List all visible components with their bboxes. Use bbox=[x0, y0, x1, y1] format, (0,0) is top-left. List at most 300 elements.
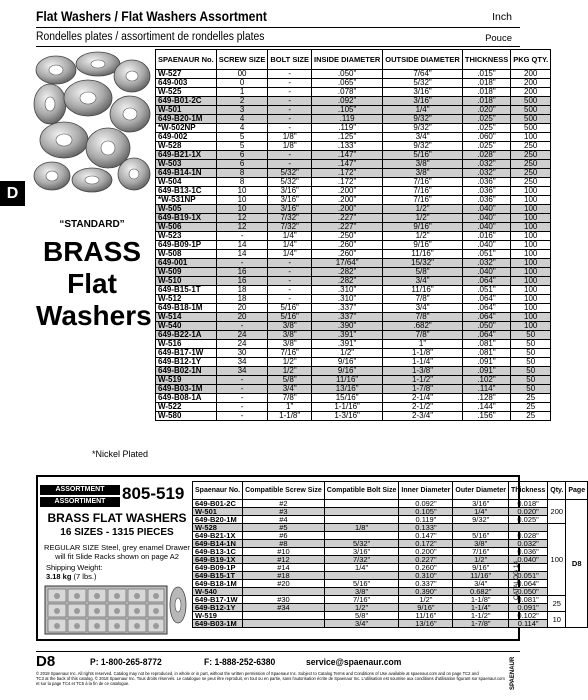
table-cell: 5/32" bbox=[324, 540, 399, 548]
table-cell: 8 bbox=[216, 169, 268, 178]
page-title-fr: Rondelles plates / assortiment de rondelles plates bbox=[36, 31, 265, 43]
table-cell: .200" bbox=[312, 196, 383, 205]
table-cell: 14 bbox=[216, 250, 268, 259]
col-header: Page bbox=[566, 482, 588, 500]
table-cell: #5 bbox=[243, 524, 325, 532]
table-cell: 1-3/16" bbox=[312, 412, 383, 421]
table-cell: 3/8" bbox=[268, 322, 312, 331]
footer-phone: P: 1-800-265-8772 bbox=[90, 657, 162, 668]
table-cell: .040" bbox=[462, 241, 510, 250]
section-tab: D bbox=[0, 181, 25, 206]
spaenaur-logo: SPAENAUR bbox=[510, 656, 516, 690]
table-cell: 0.337" bbox=[399, 580, 453, 588]
col-header: PKG QTY. bbox=[511, 50, 551, 70]
col-header: Compatible Screw Size bbox=[243, 482, 325, 500]
table-cell: 9/16" bbox=[383, 223, 463, 232]
table-cell: 649-B18-1M bbox=[156, 304, 217, 313]
assortment-kit-photo bbox=[44, 585, 168, 635]
page-header bbox=[36, 8, 520, 28]
table-cell: 7/16" bbox=[383, 187, 463, 196]
assortment-label-en: ASSORTMENT bbox=[40, 485, 120, 495]
table-cell: 12 bbox=[216, 223, 268, 232]
qty-cell: 100 bbox=[548, 524, 566, 596]
table-cell: W-540 bbox=[156, 322, 217, 331]
table-cell: 0.032" bbox=[509, 540, 548, 548]
table-cell: .064" bbox=[462, 277, 510, 286]
table-cell: 4 bbox=[216, 124, 268, 133]
table-cell: #12 bbox=[243, 556, 325, 564]
table-cell: *W-502NP bbox=[156, 124, 217, 133]
table-cell: - bbox=[268, 88, 312, 97]
table-cell: 1" bbox=[268, 403, 312, 412]
table-cell: .390" bbox=[312, 322, 383, 331]
table-cell: 1-1/8" bbox=[383, 349, 463, 358]
table-cell: 649-B13-1C bbox=[193, 548, 243, 556]
table-cell: .032" bbox=[462, 259, 510, 268]
table-cell: .250" bbox=[312, 232, 383, 241]
table-cell: 0.227" bbox=[399, 556, 453, 564]
table-cell: 1-1/2" bbox=[383, 376, 463, 385]
table-cell: .064" bbox=[462, 331, 510, 340]
table-cell: 649-B02-1N bbox=[156, 367, 217, 376]
table-cell: 16 bbox=[216, 268, 268, 277]
table-cell: #34 bbox=[243, 604, 325, 612]
table-cell: .092" bbox=[312, 97, 383, 106]
table-cell: 25 bbox=[511, 412, 551, 421]
table-cell: - bbox=[268, 295, 312, 304]
table-cell: W-522 bbox=[156, 403, 217, 412]
table-cell: 649-B21-1X bbox=[193, 532, 243, 540]
assortment-number: 805-519 bbox=[122, 484, 185, 503]
table-cell: 5/16" bbox=[268, 304, 312, 313]
table-cell: #10 bbox=[243, 548, 325, 556]
table-cell: .091" bbox=[462, 358, 510, 367]
table-cell: 500 bbox=[511, 106, 551, 115]
table-cell: 0.091" bbox=[509, 604, 548, 612]
table-cell: .260" bbox=[312, 241, 383, 250]
table-cell: .064" bbox=[462, 304, 510, 313]
col-header: Spaenaur No. bbox=[193, 482, 243, 500]
table-cell: 100 bbox=[511, 250, 551, 259]
table-row bbox=[193, 516, 588, 524]
table-cell: .310" bbox=[312, 295, 383, 304]
table-cell: 649-003 bbox=[156, 79, 217, 88]
table-cell: 100 bbox=[511, 322, 551, 331]
table-cell: .091" bbox=[462, 367, 510, 376]
table-cell: .260" bbox=[312, 250, 383, 259]
table-cell: 24 bbox=[216, 340, 268, 349]
table-cell: 3/8" bbox=[324, 588, 399, 596]
table-cell: 9/16" bbox=[453, 564, 509, 572]
table-cell: 1" bbox=[383, 340, 463, 349]
table-cell bbox=[243, 612, 325, 620]
table-cell: .144" bbox=[462, 403, 510, 412]
table-cell: 1-1/8" bbox=[268, 412, 312, 421]
table-cell: 1/2" bbox=[399, 596, 453, 604]
table-cell: .036" bbox=[462, 196, 510, 205]
table-cell: 13/16" bbox=[312, 385, 383, 394]
table-cell: 0.051" bbox=[509, 572, 548, 580]
table-cell: 9/16" bbox=[312, 367, 383, 376]
table-cell: 250 bbox=[511, 142, 551, 151]
table-cell: 649-B12-1Y bbox=[193, 604, 243, 612]
table-cell: 7/32" bbox=[268, 214, 312, 223]
table-cell: 3/16" bbox=[268, 196, 312, 205]
table-cell: 0.040" bbox=[509, 556, 548, 564]
table-cell: .040" bbox=[462, 268, 510, 277]
table-cell: 649-B03-1M bbox=[193, 620, 243, 628]
table-cell: 50 bbox=[511, 331, 551, 340]
table-cell: 0.682" bbox=[453, 588, 509, 596]
table-cell: 0.025" bbox=[509, 516, 548, 524]
table-cell: W-509 bbox=[156, 268, 217, 277]
table-cell: .391" bbox=[312, 340, 383, 349]
table-cell: 5/16" bbox=[383, 151, 463, 160]
table-cell: 24 bbox=[216, 331, 268, 340]
table-cell: .036" bbox=[462, 187, 510, 196]
table-cell: 0.105" bbox=[399, 508, 453, 516]
legal-line: et sur la page TC4 et TC5 à la fin de ce catalogue. bbox=[36, 681, 130, 686]
table-cell: W-519 bbox=[193, 612, 243, 620]
table-cell: .065" bbox=[312, 79, 383, 88]
table-cell: 0.092" bbox=[399, 500, 453, 508]
table-cell: .114" bbox=[462, 385, 510, 394]
table-cell: .050" bbox=[312, 70, 383, 79]
table-cell: .064" bbox=[462, 295, 510, 304]
table-cell: 649-B08-1A bbox=[156, 394, 217, 403]
table-cell: 7/16" bbox=[324, 596, 399, 604]
assortment-description bbox=[42, 543, 192, 561]
table-cell: 1/2" bbox=[383, 214, 463, 223]
table-cell: 14 bbox=[216, 241, 268, 250]
footer-email[interactable]: service@spaenaur.com bbox=[306, 657, 402, 668]
table-cell: 7/8" bbox=[268, 394, 312, 403]
unit-label: Inch bbox=[492, 11, 512, 23]
table-cell: 1/2" bbox=[312, 349, 383, 358]
table-cell: - bbox=[268, 268, 312, 277]
table-cell: 16 bbox=[216, 277, 268, 286]
table-cell: W-528 bbox=[156, 142, 217, 151]
table-cell: #8 bbox=[243, 540, 325, 548]
table-cell: 649-B21-1X bbox=[156, 151, 217, 160]
table-cell: 5/8" bbox=[324, 612, 399, 620]
table-cell: 5/8" bbox=[268, 376, 312, 385]
table-row bbox=[156, 412, 551, 421]
table-cell: W-516 bbox=[156, 340, 217, 349]
table-cell: .015" bbox=[462, 70, 510, 79]
table-cell: - bbox=[268, 151, 312, 160]
table-cell: 200 bbox=[511, 70, 551, 79]
assortment-box bbox=[36, 475, 586, 641]
table-cell: 649-B20-1M bbox=[156, 115, 217, 124]
catalog-number: CATALOG 14 bbox=[513, 560, 520, 600]
table-cell: 5 bbox=[216, 133, 268, 142]
table-cell: 7/8" bbox=[383, 313, 463, 322]
table-cell: 00 bbox=[216, 70, 268, 79]
table-cell: 649-B03-1M bbox=[156, 385, 217, 394]
table-cell: - bbox=[216, 412, 268, 421]
col-header: Outer Diameter bbox=[453, 482, 509, 500]
shipping-weight bbox=[46, 563, 103, 581]
table-cell: 3/16" bbox=[453, 500, 509, 508]
table-cell: #30 bbox=[243, 596, 325, 604]
legal-notice bbox=[36, 671, 520, 686]
table-cell: 250 bbox=[511, 178, 551, 187]
table-cell: - bbox=[268, 286, 312, 295]
table-cell: .025" bbox=[462, 124, 510, 133]
table-cell: - bbox=[216, 403, 268, 412]
table-cell: 1-1/8" bbox=[453, 596, 509, 604]
table-cell: .050" bbox=[462, 322, 510, 331]
table-cell: 3/4" bbox=[324, 620, 399, 628]
table-cell: 3/4" bbox=[453, 580, 509, 588]
page-title: Flat Washers / Flat Washers Assortment bbox=[36, 9, 267, 24]
table-cell: 25 bbox=[511, 403, 551, 412]
assortment-label-fr: ASSORTIMENT bbox=[40, 497, 120, 507]
table-cell: 0.064" bbox=[509, 580, 548, 588]
table-cell: .016" bbox=[462, 232, 510, 241]
table-cell: 7/16" bbox=[268, 349, 312, 358]
table-cell: 649-B19-1X bbox=[193, 556, 243, 564]
table-cell: 0.172" bbox=[399, 540, 453, 548]
table-cell: 0.036" bbox=[509, 548, 548, 556]
table-cell: .156" bbox=[462, 412, 510, 421]
table-cell: #2 bbox=[243, 500, 325, 508]
table-cell: 649-B17-1W bbox=[156, 349, 217, 358]
table-cell: 1-1/16" bbox=[312, 403, 383, 412]
table-cell: .172" bbox=[312, 169, 383, 178]
page-header-fr bbox=[36, 31, 520, 47]
table-cell: .337" bbox=[312, 313, 383, 322]
table-header bbox=[156, 50, 551, 70]
table-cell: .025" bbox=[462, 115, 510, 124]
table-cell: 3/8" bbox=[268, 331, 312, 340]
table-cell: .018" bbox=[462, 79, 510, 88]
table-cell: W-508 bbox=[156, 250, 217, 259]
table-cell: - bbox=[216, 394, 268, 403]
table-cell: 9/32" bbox=[383, 115, 463, 124]
table-cell: 3/16" bbox=[383, 97, 463, 106]
table-cell: 100 bbox=[511, 223, 551, 232]
table-cell: - bbox=[216, 259, 268, 268]
table-cell: .125" bbox=[312, 133, 383, 142]
table-cell: 20 bbox=[216, 313, 268, 322]
table-cell: 7/32" bbox=[324, 556, 399, 564]
table-cell: .310" bbox=[312, 286, 383, 295]
table-cell: 5/8" bbox=[383, 268, 463, 277]
table-cell: 1/4" bbox=[268, 232, 312, 241]
table-cell: W-506 bbox=[156, 223, 217, 232]
table-cell: 5/16" bbox=[453, 532, 509, 540]
table-cell: W-528 bbox=[193, 524, 243, 532]
table-cell: 25 bbox=[511, 394, 551, 403]
table-cell: 500 bbox=[511, 115, 551, 124]
table-cell: 0.081" bbox=[509, 596, 548, 604]
table-cell: 3/16" bbox=[268, 205, 312, 214]
col-header: Qty. bbox=[548, 482, 566, 500]
col-header: INSIDE DIAMETER bbox=[312, 50, 383, 70]
footer-page-number: D8 bbox=[36, 653, 56, 670]
table-cell: W-527 bbox=[156, 70, 217, 79]
table-cell: #3 bbox=[243, 508, 325, 516]
table-cell: 3/4" bbox=[383, 277, 463, 286]
table-cell: 7/64" bbox=[383, 70, 463, 79]
table-cell: 0.050" bbox=[509, 588, 548, 596]
table-cell: .020" bbox=[462, 106, 510, 115]
table-cell: .282" bbox=[312, 277, 383, 286]
table-cell: .051" bbox=[462, 286, 510, 295]
table-cell: 9/16" bbox=[312, 358, 383, 367]
table-cell: .078" bbox=[312, 88, 383, 97]
table-cell: 250 bbox=[511, 169, 551, 178]
table-cell: .040" bbox=[462, 214, 510, 223]
table-cell: 10 bbox=[216, 196, 268, 205]
table-cell: 100 bbox=[511, 313, 551, 322]
table-cell: #20 bbox=[243, 580, 325, 588]
table-cell: 7/16" bbox=[453, 548, 509, 556]
table-cell: 200 bbox=[511, 88, 551, 97]
table-cell: 100 bbox=[511, 268, 551, 277]
table-cell: W-503 bbox=[156, 160, 217, 169]
table-cell: - bbox=[268, 259, 312, 268]
table-cell: 0.200" bbox=[399, 548, 453, 556]
table-cell: 1/4" bbox=[453, 508, 509, 516]
product-title-line2: Flat bbox=[67, 268, 117, 299]
table-cell: 1/8" bbox=[268, 133, 312, 142]
table-cell: 1/4" bbox=[268, 241, 312, 250]
table-cell: W-580 bbox=[156, 412, 217, 421]
col-header: Thickness bbox=[509, 482, 548, 500]
table-cell: 1-1/4" bbox=[453, 604, 509, 612]
table-cell: 1/2" bbox=[383, 205, 463, 214]
table-cell: 3/8" bbox=[383, 160, 463, 169]
table-cell: 100 bbox=[511, 241, 551, 250]
table-cell: 8 bbox=[216, 178, 268, 187]
table-cell: 0.102" bbox=[509, 612, 548, 620]
table-cell: .172" bbox=[312, 178, 383, 187]
legal-line: © 2018 Spaenaur Inc. All rights reserved. Catalog may not be reproduced, in whole or in part, without the written permission of Spaenaur Inc. Subject to Catalog Terms and Conditions of Use available at spaenaur.com and on page TC2 and bbox=[36, 671, 479, 676]
washers-photo bbox=[34, 52, 150, 192]
nickel-note: *Nickel Plated bbox=[91, 449, 148, 459]
table-cell: W-501 bbox=[156, 106, 217, 115]
table-cell: 10 bbox=[216, 205, 268, 214]
table-row bbox=[193, 620, 588, 628]
table-cell: - bbox=[216, 385, 268, 394]
table-cell: .200" bbox=[312, 187, 383, 196]
table-cell: 1/4" bbox=[324, 564, 399, 572]
table-cell: W-514 bbox=[156, 313, 217, 322]
table-cell: 1-7/8" bbox=[453, 620, 509, 628]
table-cell: 3 bbox=[216, 106, 268, 115]
col-header: THICKNESS bbox=[462, 50, 510, 70]
table-cell: 1/2" bbox=[268, 367, 312, 376]
table-cell: 0.114" bbox=[509, 620, 548, 628]
table-cell: 50 bbox=[511, 340, 551, 349]
table-cell: .391" bbox=[312, 331, 383, 340]
assortment-title: BRASS FLAT WASHERS bbox=[47, 511, 187, 525]
table-cell: W-525 bbox=[156, 88, 217, 97]
col-header: SCREW SIZE bbox=[216, 50, 268, 70]
table-cell: 100 bbox=[511, 196, 551, 205]
assortment-desc-line1: REGULAR SIZE Steel, grey enamel Drawer bbox=[44, 543, 190, 552]
table-cell: *W-531NP bbox=[156, 196, 217, 205]
table-cell: - bbox=[268, 97, 312, 106]
table-cell bbox=[324, 500, 399, 508]
table-cell: 50 bbox=[511, 367, 551, 376]
table-cell: .028" bbox=[462, 151, 510, 160]
table-cell: 200 bbox=[511, 79, 551, 88]
table-cell: - bbox=[216, 376, 268, 385]
table-cell: .102" bbox=[462, 376, 510, 385]
table-cell: 0.119" bbox=[399, 516, 453, 524]
table-cell: 1-3/8" bbox=[383, 367, 463, 376]
table-cell: .036" bbox=[462, 178, 510, 187]
table-cell: 649-002 bbox=[156, 133, 217, 142]
table-cell: - bbox=[216, 322, 268, 331]
table-cell: 5 bbox=[216, 142, 268, 151]
table-cell: W-523 bbox=[156, 232, 217, 241]
table-cell: 1/8" bbox=[324, 524, 399, 532]
table-cell: 0.020" bbox=[509, 508, 548, 516]
table-cell: 7/16" bbox=[383, 178, 463, 187]
table-cell bbox=[243, 620, 325, 628]
table-cell: 2-1/2" bbox=[383, 403, 463, 412]
table-cell: 1/2" bbox=[268, 358, 312, 367]
table-cell: 3/16" bbox=[268, 187, 312, 196]
table-cell: - bbox=[216, 232, 268, 241]
table-cell: 17/64" bbox=[312, 259, 383, 268]
table-cell: .040" bbox=[462, 205, 510, 214]
table-cell: 50 bbox=[511, 358, 551, 367]
table-cell: 649-B19-1X bbox=[156, 214, 217, 223]
table-cell: 1/4" bbox=[268, 250, 312, 259]
table-cell: .200" bbox=[312, 205, 383, 214]
table-cell: 3/16" bbox=[324, 548, 399, 556]
table-cell: 9/32" bbox=[383, 124, 463, 133]
table-cell: 100 bbox=[511, 295, 551, 304]
table-cell: 0.390" bbox=[399, 588, 453, 596]
table-cell: 5/16" bbox=[324, 580, 399, 588]
table-cell: 649-B17-1W bbox=[193, 596, 243, 604]
table-cell: .119 bbox=[312, 115, 383, 124]
table-cell: .147" bbox=[312, 151, 383, 160]
table-cell: 4 bbox=[216, 115, 268, 124]
table-cell: 1/2" bbox=[453, 556, 509, 564]
table-cell: 649-B22-1A bbox=[156, 331, 217, 340]
table-cell: 5/32" bbox=[268, 169, 312, 178]
table-cell: 50 bbox=[511, 385, 551, 394]
table-cell: 649-B09-1P bbox=[156, 241, 217, 250]
table-cell: .682" bbox=[383, 322, 463, 331]
table-cell: W-504 bbox=[156, 178, 217, 187]
table-cell: 649-001 bbox=[156, 259, 217, 268]
table-cell: .081" bbox=[462, 349, 510, 358]
table-cell: 100 bbox=[511, 133, 551, 142]
table-cell: - bbox=[268, 124, 312, 133]
table-cell: #18 bbox=[243, 572, 325, 580]
table-cell: 9/16" bbox=[383, 241, 463, 250]
table-cell: 649-B14-1N bbox=[193, 540, 243, 548]
table-cell: .227" bbox=[312, 223, 383, 232]
table-cell: #14 bbox=[243, 564, 325, 572]
table-cell: .040" bbox=[462, 223, 510, 232]
table-cell: W-512 bbox=[156, 295, 217, 304]
page-footer bbox=[36, 651, 520, 669]
table-cell: 18 bbox=[216, 286, 268, 295]
qty-cell: 10 bbox=[548, 612, 566, 628]
table-cell: 9/16" bbox=[399, 604, 453, 612]
table-cell: 34 bbox=[216, 358, 268, 367]
